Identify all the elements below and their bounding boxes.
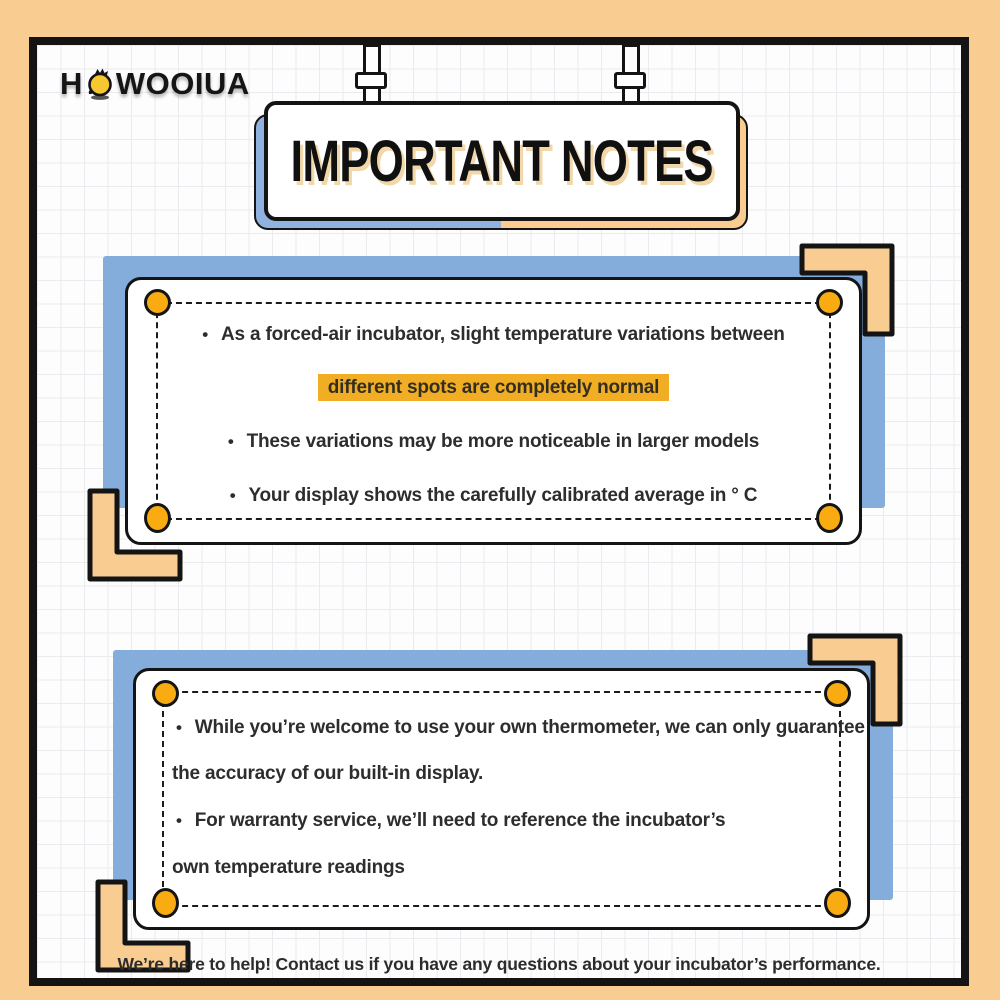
bullet: • xyxy=(229,486,236,505)
note-2-line-1 xyxy=(136,717,867,739)
sign-post-clamp-left xyxy=(355,72,387,89)
corner-dot xyxy=(152,888,179,918)
corner-dot xyxy=(816,503,843,533)
bullet: • xyxy=(176,718,182,737)
note-box-1 xyxy=(125,277,862,545)
brand-logo xyxy=(60,66,250,102)
corner-dot xyxy=(816,289,843,316)
note-1-line-3 xyxy=(128,485,859,507)
note-1-line-2 xyxy=(128,431,859,453)
page-title: IMPORTANT NOTES xyxy=(290,128,714,194)
note-2-line-2 xyxy=(136,810,867,832)
sign-post-clamp-right xyxy=(614,72,646,89)
note-2-line-2-cont xyxy=(136,857,867,879)
note-2-line-1-text: While you’re welcome to use your own thermometer, we can only guarantee xyxy=(194,717,865,738)
chick-icon xyxy=(85,67,115,101)
corner-dot xyxy=(144,503,171,533)
note-1-line-2-text: These variations may be more noticeable in larger models xyxy=(246,431,760,452)
corner-dot xyxy=(824,680,851,707)
corner-dot xyxy=(144,289,171,316)
note-2-line-1-cont-text: the accuracy of our built-in display. xyxy=(172,763,484,784)
bullet: • xyxy=(227,432,234,451)
sign-board xyxy=(264,101,740,221)
corner-dot xyxy=(152,680,179,707)
note-1-line-1-text: As a forced-air incubator, slight temperature variations between xyxy=(221,324,785,345)
note-1-line-3-text: Your display shows the carefully calibrated average in ° C xyxy=(248,485,758,506)
brand-logo-prefix: H xyxy=(60,66,83,101)
corner-dot xyxy=(824,888,851,918)
note-2-line-2-text: For warranty service, we’ll need to reference the incubator’s xyxy=(194,810,726,831)
bullet: • xyxy=(202,325,209,344)
footer-note: We’re here to help! Contact us if you have any questions about your incubator’s performance. xyxy=(117,954,881,974)
note-2-line-2-cont-text: own temperature readings xyxy=(172,857,405,878)
brand-logo-suffix: WOOIUA xyxy=(115,66,250,101)
note-1-line-1 xyxy=(128,324,859,346)
note-box-2 xyxy=(133,668,870,930)
note-2-line-1-cont xyxy=(136,763,867,785)
highlighted-text: different spots are completely normal xyxy=(318,374,670,401)
note-1-highlight-line xyxy=(128,377,859,399)
bullet: • xyxy=(176,811,182,830)
